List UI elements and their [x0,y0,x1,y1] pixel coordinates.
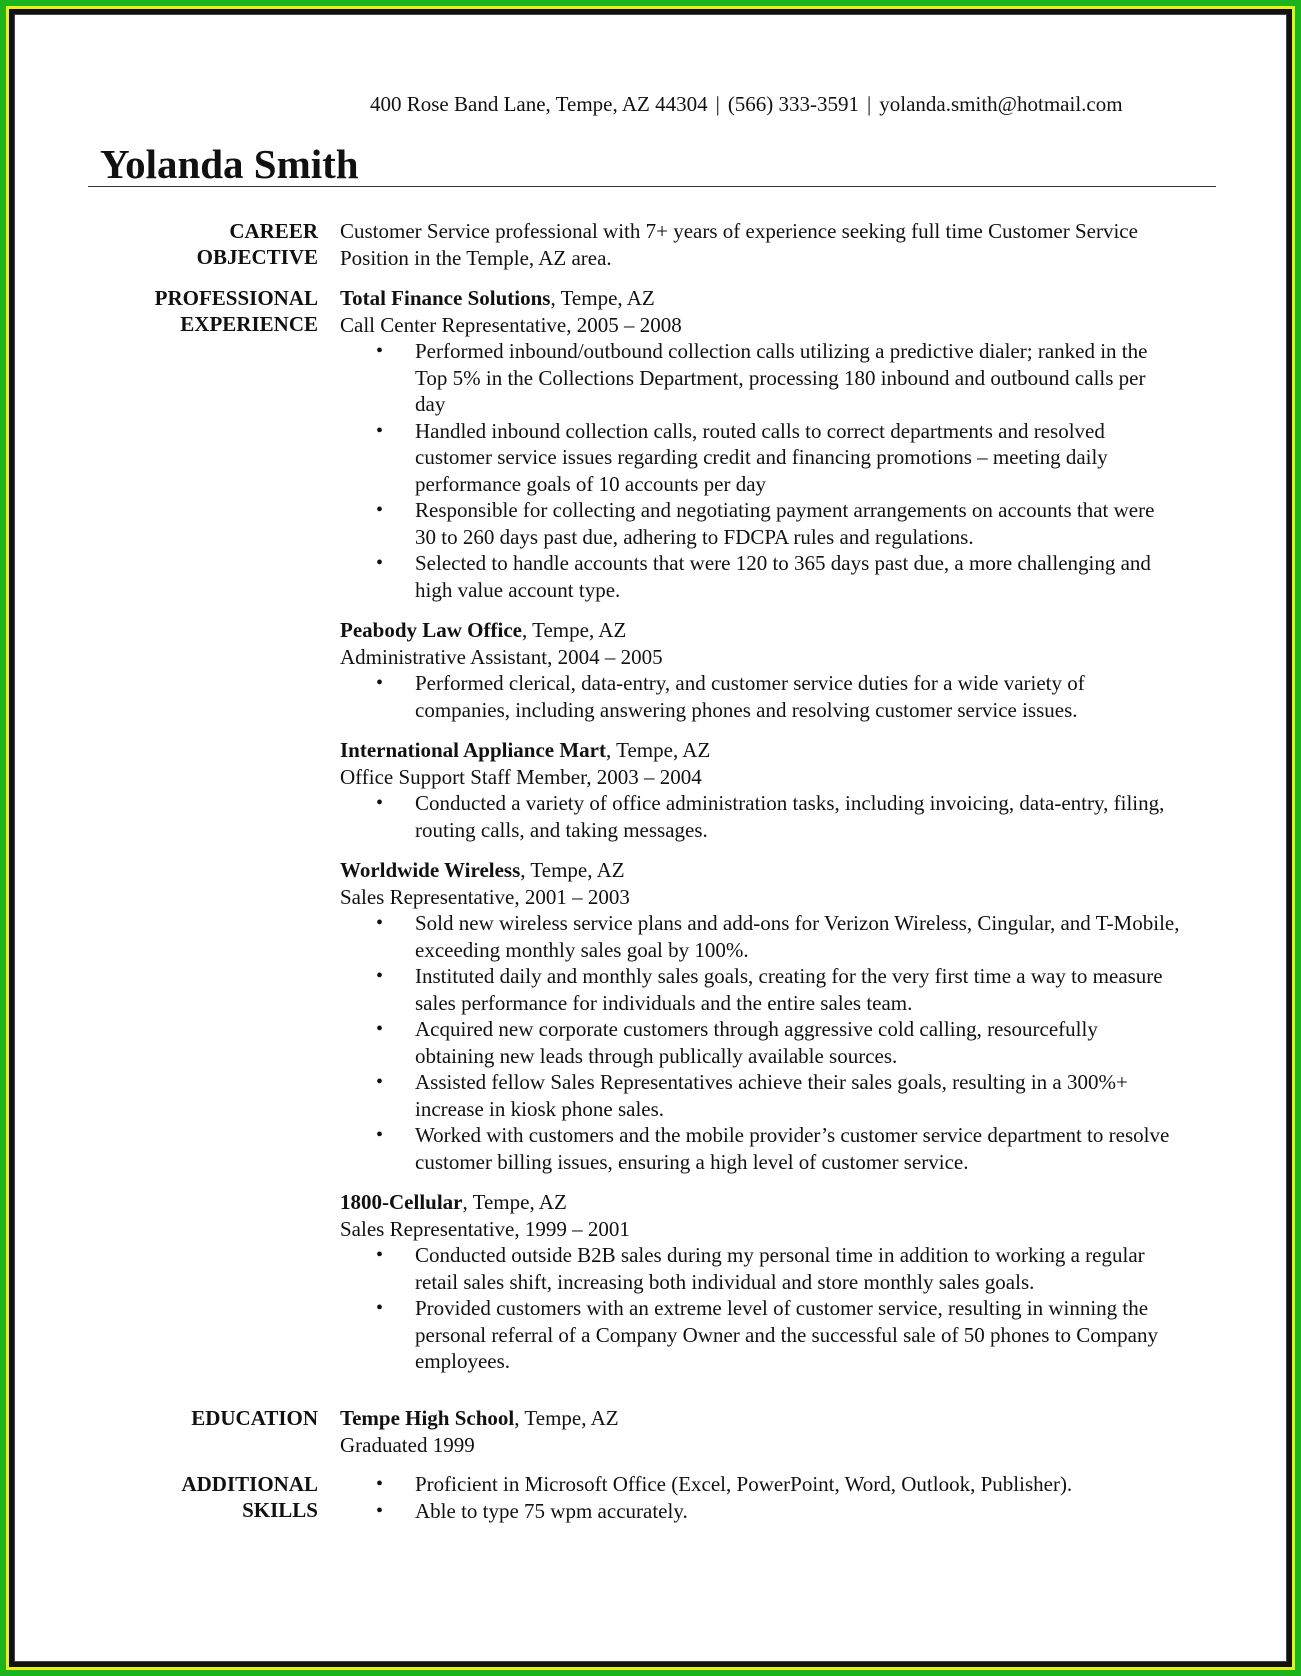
employer-name: 1800-Cellular [340,1190,463,1214]
contact-line [370,92,1123,117]
objective-label [88,218,318,270]
label-line: PROFESSIONAL [154,286,318,310]
bullet-item: • Sold new wireless service plans and add-ons for Verizon Wireless, Cingular, and T-Mobile, exceeding monthly sales goal by 100%. [340,910,1200,963]
bullet-item: • Provided customers with an extreme level of customer service, resulting in winning the personal referral of a Company Owner and the successful sale of 50 phones to Company employees. [340,1295,1200,1375]
bullet-item: • Performed inbound/outbound collection calls utilizing a predictive dialer; ranked in the Top 5% in the Collections Department, processing 180 inbound and outbound calls per day [340,338,1200,418]
email: yolanda.smith@hotmail.com [879,92,1123,116]
job-bullets [340,670,1200,723]
job-entry [340,737,1200,843]
address: 400 Rose Band Lane, Tempe, AZ 44304 [370,92,708,116]
phone: (566) 333-3591 [727,92,860,116]
education-detail: Graduated 1999 [340,1432,475,1457]
job-title: Call Center Representative, 2005 – 2008 [340,312,682,337]
job-bullets [340,790,1200,843]
employer-name: International Appliance Mart [340,738,606,762]
employer-line [340,285,1200,312]
skills-label [88,1471,318,1523]
separator: | [715,92,720,116]
bullet-item: • Instituted daily and monthly sales goals, creating for the very first time a way to measure sales performance for individuals and the entire sales team. [340,963,1200,1016]
job-bullets [340,910,1200,1175]
school-line [340,1405,1200,1432]
education-body [340,1405,1200,1458]
bullet-item: • Selected to handle accounts that were 120 to 365 days past due, a more challenging and high value account type. [340,550,1200,603]
employer-location: , Tempe, AZ [550,286,655,310]
bullet-item: • Responsible for collecting and negotiating payment arrangements on accounts that were 30 to 260 days past due, adhering to FDCPA rules and regulations. [340,497,1200,550]
employer-line [340,1189,1200,1216]
bullet-item: • Worked with customers and the mobile provider’s customer service department to resolve customer billing issues, ensuring a high level of customer service. [340,1122,1200,1175]
label-line: ADDITIONAL [181,1472,318,1496]
bullet-item: • Conducted a variety of office administration tasks, including invoicing, data-entry, filing, routing calls, and taking messages. [340,790,1200,843]
school-location: , Tempe, AZ [514,1406,619,1430]
bullet-item: • Assisted fellow Sales Representatives achieve their sales goals, resulting in a 300%+ increase in kiosk phone sales. [340,1069,1200,1122]
skills-list [340,1471,1200,1524]
job-title: Sales Representative, 2001 – 2003 [340,884,630,909]
job-entry [340,857,1200,1175]
job-title: Office Support Staff Member, 2003 – 2004 [340,764,702,789]
job-title: Sales Representative, 1999 – 2001 [340,1216,630,1241]
skills-body [340,1471,1200,1524]
bullet-item: • Acquired new corporate customers through aggressive cold calling, resourcefully obtaining new leads through publically available sources. [340,1016,1200,1069]
candidate-name: Yolanda Smith [100,141,359,187]
employer-location: , Tempe, AZ [606,738,711,762]
job-entry [340,1189,1200,1375]
skill-item: • Able to type 75 wpm accurately. [340,1498,1200,1525]
header-divider [88,186,1216,187]
bullet-item: • Conducted outside B2B sales during my personal time in addition to working a regular retail sales shift, increasing both individual and store monthly sales goals. [340,1242,1200,1295]
experience-list [340,285,1200,1389]
employer-location: , Tempe, AZ [520,858,625,882]
label-line: SKILLS [242,1498,318,1522]
bullet-item: • Handled inbound collection calls, routed calls to correct departments and resolved customer service issues regarding credit and financing promotions – meeting daily performance goals of 10 accounts per day [340,418,1200,498]
employer-name: Total Finance Solutions [340,286,551,310]
experience-label [88,285,318,337]
bullet-item: • Performed clerical, data-entry, and customer service duties for a wide variety of companies, including answering phones and resolving customer service issues. [340,670,1200,723]
employer-line [340,617,1200,644]
label-line: OBJECTIVE [196,245,318,269]
employer-name: Worldwide Wireless [340,858,521,882]
employer-name: Peabody Law Office [340,618,522,642]
job-title: Administrative Assistant, 2004 – 2005 [340,644,663,669]
employer-line [340,857,1200,884]
separator: | [867,92,872,116]
skill-item: • Proficient in Microsoft Office (Excel, PowerPoint, Word, Outlook, Publisher). [340,1471,1200,1498]
education-label: EDUCATION [191,1406,318,1430]
job-entry [340,617,1200,723]
school-name: Tempe High School [340,1406,515,1430]
employer-location: , Tempe, AZ [521,618,627,642]
job-entry [340,285,1200,603]
employer-line [340,737,1200,764]
label-line: EXPERIENCE [180,312,318,336]
job-bullets [340,338,1200,603]
objective-text: Customer Service professional with 7+ years of experience seeking full time Customer Service Position in the Temple, AZ area. [340,219,1138,270]
job-bullets [340,1242,1200,1375]
label-line: CAREER [229,219,318,243]
employer-location: , Tempe, AZ [462,1190,567,1214]
